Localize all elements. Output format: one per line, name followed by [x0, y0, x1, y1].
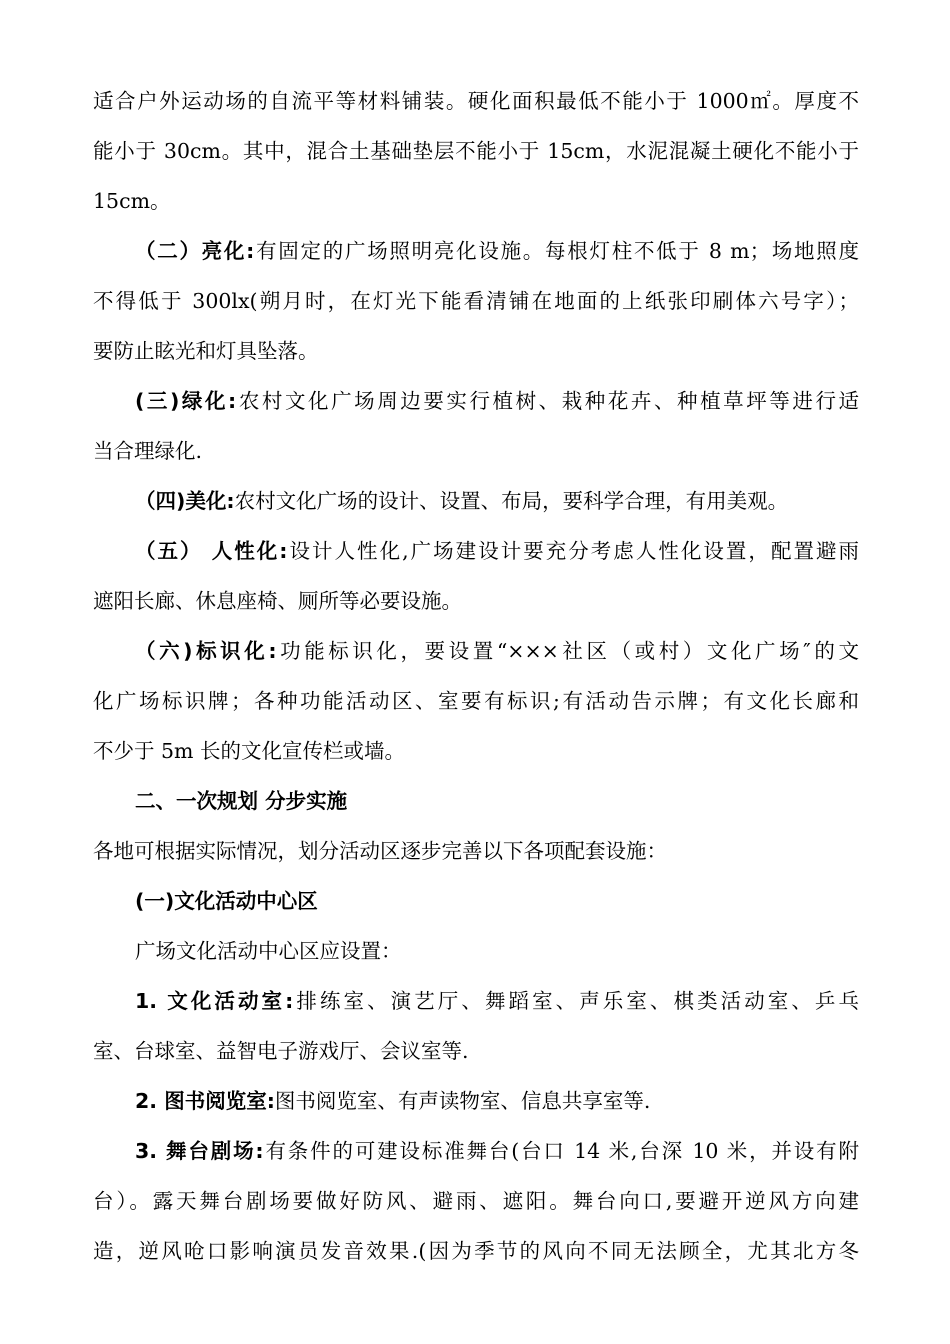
chapter-heading-text: 二、一次规划 分步实施	[135, 789, 348, 813]
paragraph-line	[93, 136, 859, 166]
paragraph-line	[93, 1036, 469, 1066]
section-heading-line	[135, 536, 859, 566]
line-text: 化广场标识牌；各种功能活动区、室要有标识;有活动告示牌；有文化长廊和	[93, 689, 859, 713]
paragraph-line	[93, 436, 202, 466]
list-item-line	[135, 986, 859, 1016]
line-text: 台）。露天舞台剧场要做好防风、避雨、遮阳。舞台向口,要避开逆风方向建	[93, 1189, 859, 1213]
line-text: 排练室、演艺厅、舞蹈室、声乐室、棋类活动室、乒乓	[293, 989, 859, 1013]
paragraph-line	[93, 86, 859, 116]
list-item-heading-stage-theater: 3. 舞台剧场:	[135, 1139, 264, 1163]
list-item-line	[135, 1086, 650, 1116]
line-text: 不得低于 300lx(朔月时，在灯光下能看清铺在地面的上纸张印刷体六号字）；	[93, 289, 859, 313]
section-heading-line	[135, 486, 788, 516]
section-heading-line	[135, 386, 859, 416]
section-heading-line	[135, 236, 859, 266]
subsection-heading-text: (一)文化活动中心区	[135, 889, 318, 913]
paragraph-line	[93, 586, 462, 616]
line-text: 造，逆风呛口影响演员发音效果.(因为季节的风向不同无法顾全，尤其北方冬	[93, 1239, 859, 1263]
line-text: 农村文化广场周边要实行植树、栽种花卉、种植草坪等进行适	[236, 389, 860, 413]
line-text: 农村文化广场的设计、设置、布局，要科学合理，有用美观。	[234, 489, 789, 513]
paragraph-line	[93, 336, 319, 366]
section-heading-line	[135, 636, 859, 666]
paragraph-line	[93, 836, 667, 866]
paragraph-line	[93, 1236, 859, 1266]
list-item-heading-activity-room: 1. 文化活动室:	[135, 989, 294, 1013]
line-text: 广场文化活动中心区应设置：	[135, 939, 402, 963]
line-text: 当合理绿化.	[93, 439, 203, 463]
paragraph-line	[93, 186, 171, 216]
line-text: 设计人性化,广场建设计要充分考虑人性化设置，配置避雨	[287, 539, 860, 563]
paragraph-line	[93, 686, 859, 716]
section-heading-lv-hua: (三)绿化:	[135, 389, 237, 413]
list-item-line	[135, 1136, 859, 1166]
line-text: 不少于 5m 长的文化宣传栏或墙。	[93, 739, 406, 763]
subsection-heading	[135, 886, 318, 916]
line-text: 图书阅览室、有声读物室、信息共享室等.	[274, 1089, 651, 1113]
line-text: 室、台球室、益智电子游戏厅、会议室等.	[93, 1039, 469, 1063]
line-text: 要防止眩光和灯具坠落。	[93, 339, 319, 363]
line-text: 能小于 30cm。其中，混合土基础垫层不能小于 15cm，水泥混凝土硬化不能小于	[93, 139, 859, 163]
list-item-heading-reading-room: 2. 图书阅览室:	[135, 1089, 275, 1113]
line-text: 适合户外运动场的自流平等材料铺装。硬化面积最低不能小于 1000㎡。厚度不	[93, 89, 859, 113]
line-text: 有固定的广场照明亮化设施。每根灯柱不低于 8 m；场地照度	[254, 239, 860, 263]
line-text: 各地可根据实际情况，划分活动区逐步完善以下各项配套设施：	[93, 839, 667, 863]
line-text: 有条件的可建设标准舞台(台口 14 米,台深 10 米，并设有附	[263, 1139, 859, 1163]
paragraph-line	[93, 286, 859, 316]
chapter-heading	[135, 786, 347, 816]
line-text: 遮阳长廊、休息座椅、厕所等必要设施。	[93, 589, 462, 613]
line-text: 功能标识化，要设置“×××社区（或村）文化广场″的文	[276, 639, 859, 663]
section-heading-liang-hua: （二）亮化:	[135, 239, 255, 263]
line-text: 15cm。	[93, 189, 171, 213]
paragraph-line	[135, 936, 402, 966]
section-heading-ren-xing-hua: （五） 人性化:	[135, 539, 288, 563]
paragraph-line	[93, 1186, 859, 1216]
section-heading-mei-hua: （四)美化:	[135, 489, 235, 513]
paragraph-line	[93, 736, 405, 766]
section-heading-biao-shi-hua: （六)标识化:	[135, 639, 277, 663]
